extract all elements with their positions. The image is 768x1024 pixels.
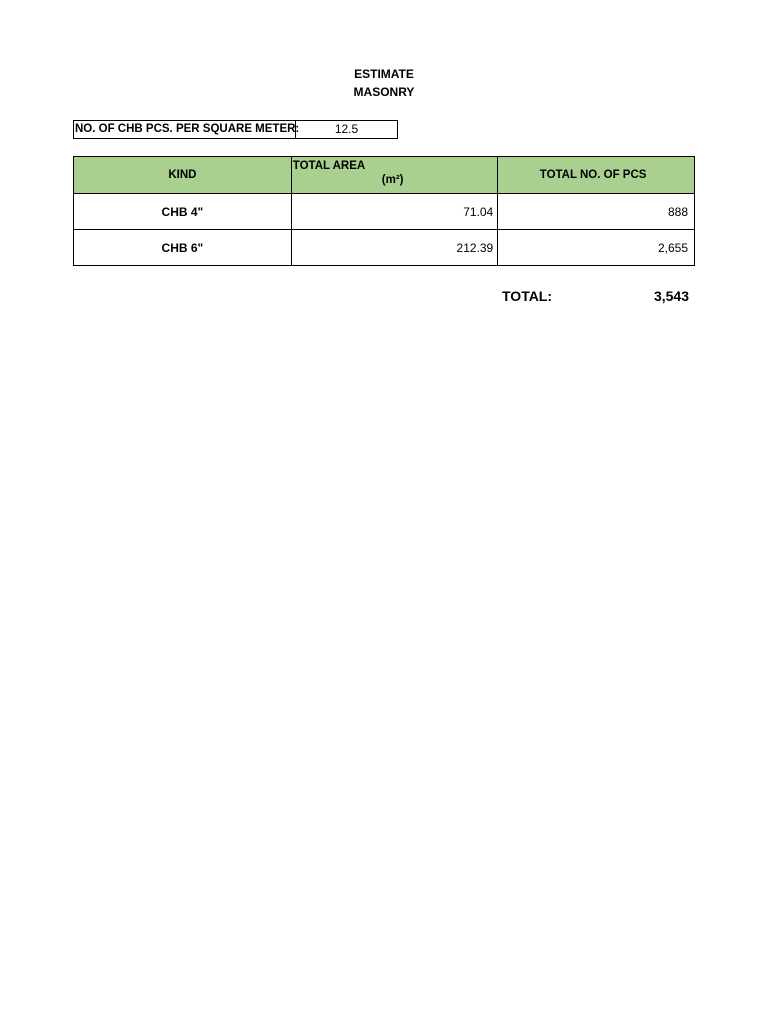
header-kind: KIND <box>74 157 292 194</box>
rate-value[interactable]: 12.5 <box>334 122 359 136</box>
document-subtitle: MASONRY <box>353 85 415 99</box>
table-row <box>74 194 695 230</box>
rate-label: NO. OF CHB PCS. PER SQUARE METER: <box>74 121 296 138</box>
total-label: TOTAL: <box>502 288 553 304</box>
header-total-pcs: TOTAL NO. OF PCS <box>498 157 695 194</box>
cell-kind[interactable]: CHB 4" <box>74 194 292 230</box>
table-row <box>74 230 695 266</box>
header-total-area <box>291 157 497 194</box>
rate-box <box>73 120 398 139</box>
cell-pcs[interactable]: 888 <box>498 194 695 230</box>
cell-area[interactable]: 71.04 <box>291 194 497 230</box>
document-title: ESTIMATE <box>354 67 414 81</box>
cell-pcs[interactable]: 2,655 <box>498 230 695 266</box>
cell-kind[interactable]: CHB 6" <box>74 230 292 266</box>
cell-area[interactable]: 212.39 <box>291 230 497 266</box>
header-area-unit: (m²) <box>381 174 404 186</box>
total-value: 3,543 <box>653 288 689 304</box>
estimate-table <box>73 156 695 266</box>
table-header-row <box>74 157 695 194</box>
header-area-line1: TOTAL AREA <box>292 160 366 172</box>
